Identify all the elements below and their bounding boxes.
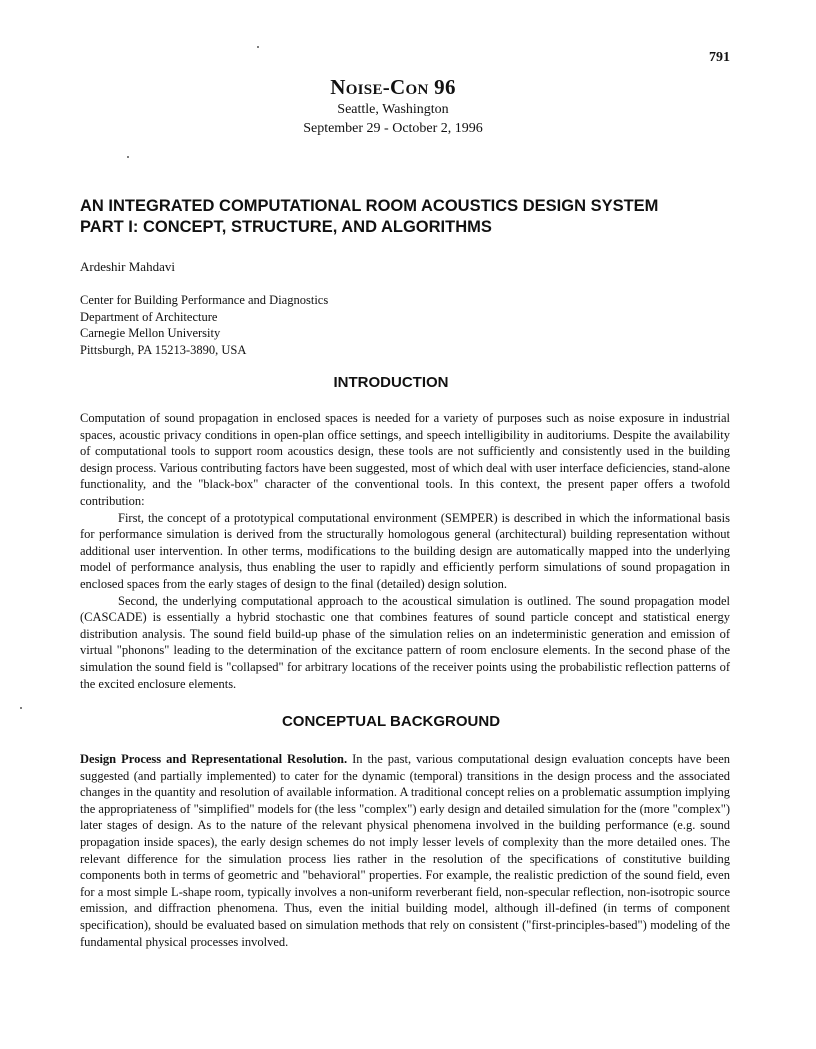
paragraph: Computation of sound propagation in enclosed spaces is needed for a variety of purposes such as noise exposure in industrial spaces, acoustic privacy conditions in open-plan office settings, and speech intelligibility in auditoriums. Despite the availability of computational tools to support room acoustics design, these tools are not sufficiently and consistently used in the building design process. Various contributing factors have been suggested, most of which deal with user interface deficiencies, stand-alone functionality, and the "black-box" character of the conventional tools. In this context, the present paper offers a twofold contribution:	[80, 411, 730, 508]
paragraph-text: In the past, various computational design evaluation concepts have been suggested (and partially implemented) to cater for the dynamic (temporal) transitions in the design process and the associated changes in the quantity and resolution of available information. A traditional concept relies on a problematic assumption implying the appropriateness of "simplified" models for (the less "complex") early design and detailed simulation for the (more "complex") later stages of design. As to the nature of the relevant physical phenomena involved in the building performance (e.g. sound propagation inside spaces), the early design schemes do not imply lesser levels of complexity than the more detailed ones. The relevant difference for the simulation process lies rather in the resolution of the specifications of constitutive building components both in terms of geometric and "behavioral" properties. For example, the realistic prediction of the sound field, even for a most simple L-shape room, typically involves a non-uniform reverberant field, non-specular reflection, non-isotropic source emission, and diffraction phenomena. Thus, even the initial building model, although ill-defined (in terms of component specification), should be evaluated based on simulation methods that rely on consistent ("first-principles-based") modeling of the fundamental physical processes involved.	[80, 752, 730, 949]
conference-location: Seattle, Washington	[337, 102, 449, 117]
author-affiliation	[80, 292, 328, 358]
paragraph	[80, 751, 730, 950]
scan-speck	[127, 156, 129, 158]
affiliation-line: Center for Building Performance and Diagnostics	[80, 293, 329, 307]
paper-title-line: PART I: CONCEPT, STRUCTURE, AND ALGORITHMS	[80, 218, 492, 236]
affiliation-line: Carnegie Mellon University	[80, 326, 221, 340]
conference-dates: September 29 - October 2, 1996	[303, 121, 483, 136]
page-number: 791	[709, 50, 730, 65]
scan-speck	[20, 707, 22, 709]
paper-title	[80, 196, 740, 238]
section-heading-conceptual-background: CONCEPTUAL BACKGROUND	[281, 713, 501, 730]
paper-title-line: AN INTEGRATED COMPUTATIONAL ROOM ACOUSTICS DESIGN SYSTEM	[80, 197, 659, 215]
run-in-heading: Design Process and Representational Resolution.	[80, 752, 348, 766]
conceptual-background-body	[80, 751, 730, 950]
conference-header	[0, 75, 786, 138]
author-name: Ardeshir Mahdavi	[80, 259, 175, 274]
introduction-body	[80, 410, 730, 692]
paragraph: First, the concept of a prototypical computational environment (SEMPER) is described in which the informational basis for performance simulation is derived from the structurally homologous general (architectural) building representation without additional user intervention. In other terms, modifications to the building design are automatically mapped into the underlying model of performance analysis, thus enabling the user to rapidly and efficiently perform simulations of sound propagation in enclosed spaces from the early stages of design to the final (detailed) design solution.	[80, 510, 730, 591]
scan-speck	[257, 46, 259, 48]
paragraph: Second, the underlying computational approach to the acoustical simulation is outlined. The sound propagation model (CASCADE) is essentially a hybrid stochastic one that combines features of sound particle concept and statistical energy distribution analysis. The sound field build-up phase of the simulation relies on an indeterministic generation and emission of virtual "phonons" leading to the determination of the excitance pattern of room enclosure elements. In the second phase of the simulation the sound field is "collapsed" for arbitrary locations of the receiver points using the probabilistic reflection patterns of the excited enclosure elements.	[80, 593, 730, 691]
section-heading-introduction: INTRODUCTION	[333, 374, 449, 391]
affiliation-line: Department of Architecture	[80, 309, 218, 324]
affiliation-line: Pittsburgh, PA 15213-3890, USA	[80, 342, 247, 357]
conference-name: Noise-Con 96	[330, 75, 456, 99]
